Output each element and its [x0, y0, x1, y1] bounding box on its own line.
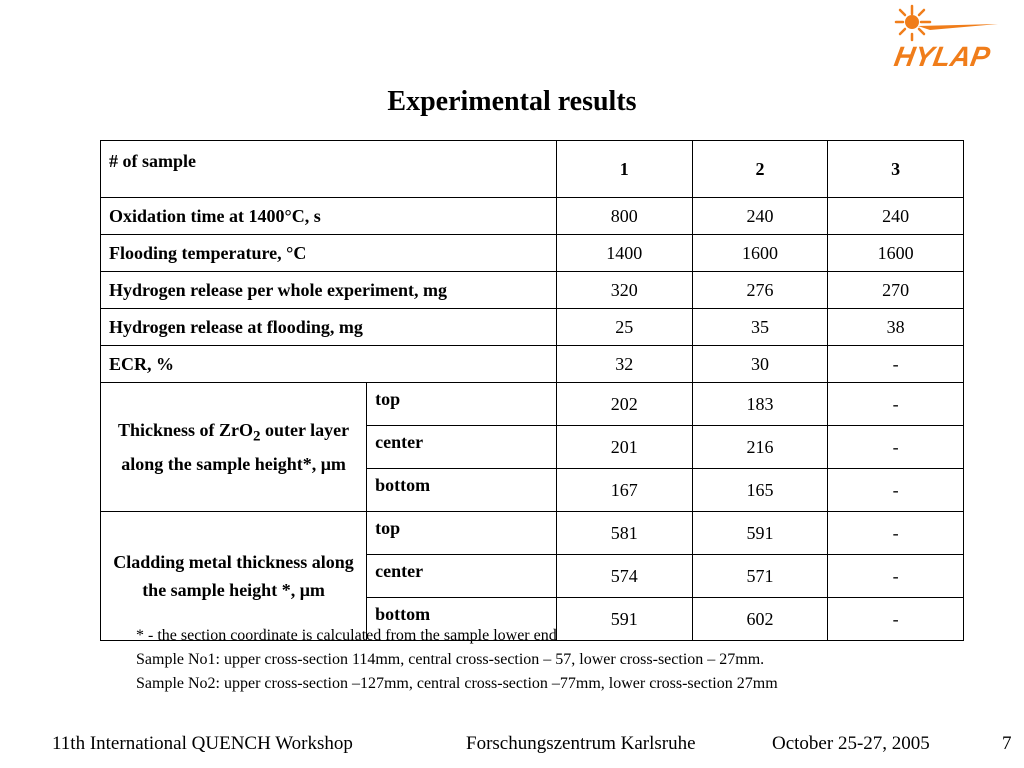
sub-row-label: center [367, 426, 557, 469]
sample-1-header: 1 [556, 141, 692, 198]
logo-swoosh [918, 24, 998, 30]
cell-value: 167 [556, 469, 692, 512]
footer-page-number: 7 [1002, 733, 1012, 754]
cell-value: 591 [692, 512, 828, 555]
cell-value: 800 [556, 198, 692, 235]
row-label: Flooding temperature, °C [101, 235, 557, 272]
sub-row-label: top [367, 383, 557, 426]
footnote-line: Sample No2: upper cross-section –127mm, central cross-section –77mm, lower cross-section 27mm [136, 675, 778, 692]
cell-value: 320 [556, 272, 692, 309]
table-row [101, 383, 964, 426]
logo-text: HYLAP [892, 40, 993, 72]
sub-row-label: bottom [367, 598, 557, 641]
footnote-line: * - the section coordinate is calculated from the sample lower end [136, 627, 557, 644]
cell-value: 602 [692, 598, 828, 641]
results-table [100, 140, 964, 641]
footnotes [136, 624, 778, 696]
sample-2-header: 2 [692, 141, 828, 198]
sun-core [905, 15, 919, 29]
cell-value: 30 [692, 346, 828, 383]
cell-value: 1400 [556, 235, 692, 272]
cell-value: 25 [556, 309, 692, 346]
cell-value: - [828, 598, 964, 641]
row-label: Hydrogen release per whole experiment, mg [101, 272, 557, 309]
cell-value: 571 [692, 555, 828, 598]
sub-row-label: bottom [367, 469, 557, 512]
table-row [101, 309, 964, 346]
footnote-line: Sample No1: upper cross-section 114mm, central cross-section – 57, lower cross-section – 27mm. [136, 651, 765, 668]
hylap-logo [890, 4, 1000, 76]
cell-value: 201 [556, 426, 692, 469]
footer-workshop: 11th International QUENCH Workshop [52, 733, 353, 754]
row-label: Oxidation time at 1400°C, s [101, 198, 557, 235]
table-row [101, 512, 964, 555]
cell-value: 276 [692, 272, 828, 309]
slide-title: Experimental results [387, 86, 637, 117]
sub-row-label: top [367, 512, 557, 555]
cell-value: - [828, 346, 964, 383]
cell-value: 35 [692, 309, 828, 346]
cell-value: 240 [692, 198, 828, 235]
cell-value: 240 [828, 198, 964, 235]
row-label: ECR, % [101, 346, 557, 383]
cell-value: 216 [692, 426, 828, 469]
cell-value: 270 [828, 272, 964, 309]
cell-value: 581 [556, 512, 692, 555]
group-label-zro2: Thickness of ZrO$_2$ outer layer along the sample height*, μm [101, 383, 367, 512]
cell-value: - [828, 469, 964, 512]
cell-value: 165 [692, 469, 828, 512]
table-header-row [101, 141, 964, 198]
cell-value: - [828, 426, 964, 469]
cell-value: 38 [828, 309, 964, 346]
table-row [101, 198, 964, 235]
cell-value: 1600 [692, 235, 828, 272]
sub-row-label: center [367, 555, 557, 598]
header-label: # of sample [101, 141, 557, 198]
footer-institute: Forschungszentrum Karlsruhe [466, 733, 696, 754]
cell-value: 183 [692, 383, 828, 426]
sample-3-header: 3 [828, 141, 964, 198]
group-label-cladding: Cladding metal thickness along the sample height *, μm [101, 512, 367, 641]
cell-value: 1600 [828, 235, 964, 272]
table-row [101, 272, 964, 309]
cell-value: 202 [556, 383, 692, 426]
slide-footer [0, 733, 1024, 761]
table-row [101, 346, 964, 383]
cell-value: - [828, 555, 964, 598]
table-row [101, 235, 964, 272]
footer-date: October 25-27, 2005 [772, 733, 930, 754]
cell-value: 591 [556, 598, 692, 641]
cell-value: - [828, 383, 964, 426]
cell-value: 574 [556, 555, 692, 598]
row-label: Hydrogen release at flooding, mg [101, 309, 557, 346]
cell-value: 32 [556, 346, 692, 383]
cell-value: - [828, 512, 964, 555]
